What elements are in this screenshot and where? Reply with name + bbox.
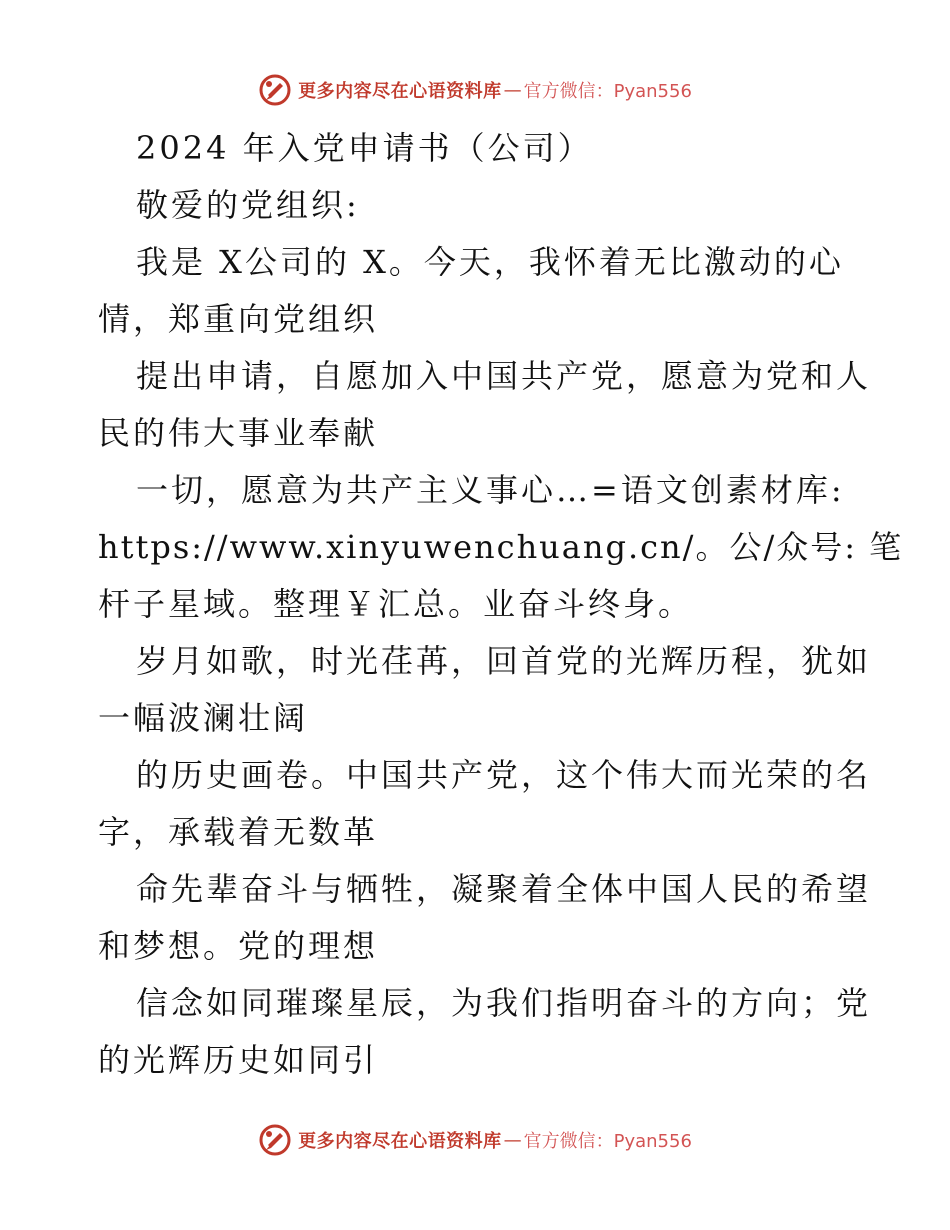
text-line: 民的伟大事业奉献 [98,414,379,452]
text-line: 命先辈奋斗与牺牲，凝聚着全体中国人民的希望 [136,870,872,908]
salutation: 敬爱的党组织: [136,186,360,224]
text-line: 信念如同璀璨星辰，为我们指明奋斗的方向；党 [136,984,872,1022]
footer-banner [0,1120,950,1160]
footer-contact-text: 官方微信：Pyan556 [523,1131,692,1152]
text-line: 的光辉历史如同引 [98,1041,379,1079]
text-line: 杆子星域。整理￥汇总。业奋斗终身。 [98,585,694,623]
text-line: 我是 X公司的 X。今天，我怀着无比激动的心 [136,243,844,281]
text-line: 一切，愿意为共产主义事心…=语文创素材库: [136,471,845,509]
text-line: 的历史画卷。中国共产党，这个伟大而光荣的名 [136,756,872,794]
text-line: 字，承载着无数革 [98,813,379,851]
text-line: 岁月如歌，时光荏苒，回首党的光辉历程，犹如 [136,642,872,680]
text-line-url: https://www.xinyuwenchuang.cn/。公/众号: 笔 [98,528,904,566]
footer-separator: — [503,1129,522,1151]
header-banner [0,70,950,110]
text-line: 情，郑重向党组织 [98,300,379,338]
header-contact-text: 官方微信：Pyan556 [523,81,692,102]
document-body [98,120,904,1089]
text-line: 和梦想。党的理想 [98,927,379,965]
logo-icon [258,73,292,107]
footer-brand-text: 更多内容尽在心语资料库 [298,1131,502,1152]
text-line: 一幅波澜壮阔 [98,699,309,737]
logo-icon [258,1123,292,1157]
header-separator: — [503,79,522,101]
text-line: 提出申请，自愿加入中国共产党，愿意为党和人 [136,357,872,395]
header-brand-text: 更多内容尽在心语资料库 [298,81,502,102]
document-title: 2024 年入党申请书（公司） [136,129,593,167]
